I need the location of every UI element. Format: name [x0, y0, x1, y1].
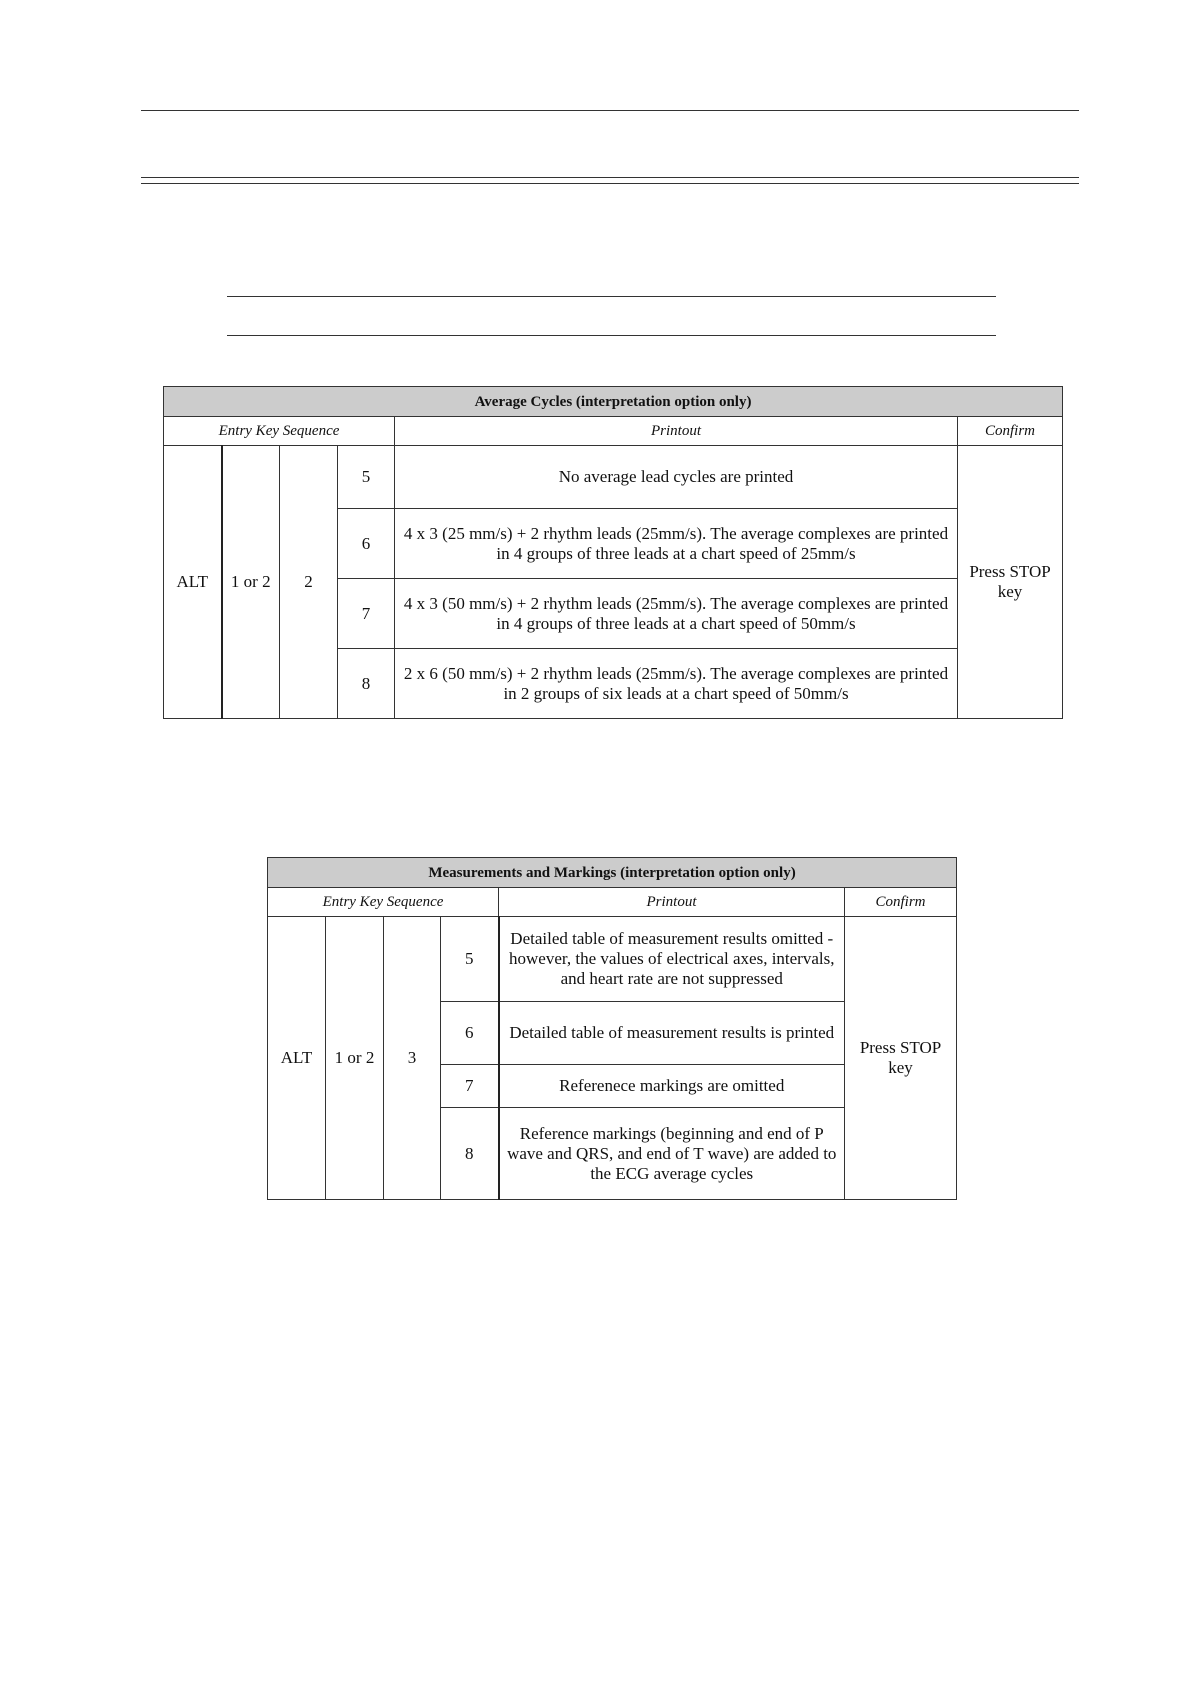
- printout-description: Detailed table of measurement results is printed: [499, 1002, 845, 1065]
- key-function-number: 2: [280, 446, 338, 719]
- printout-description: 4 x 3 (50 mm/s) + 2 rhythm leads (25mm/s). The average complexes are printed in 4 groups of three leads at a chart speed of 50mm/s: [395, 579, 958, 649]
- key-option-number: 7: [338, 579, 395, 649]
- header-rule-top: [141, 110, 1079, 111]
- key-1-or-2: 1 or 2: [326, 917, 384, 1200]
- printout-description: No average lead cycles are printed: [395, 446, 958, 509]
- table-row: [268, 917, 957, 1002]
- header-confirm: Confirm: [845, 888, 957, 917]
- section-rule-lower: [227, 335, 996, 336]
- measurements-markings-table: [267, 857, 957, 1200]
- key-function-number: 3: [384, 917, 441, 1200]
- key-option-number: 6: [441, 1002, 499, 1065]
- key-option-number: 8: [338, 649, 395, 719]
- key-option-number: 5: [338, 446, 395, 509]
- key-option-number: 7: [441, 1065, 499, 1108]
- header-entry-key-sequence: Entry Key Sequence: [268, 888, 499, 917]
- table-title: Average Cycles (interpretation option only): [164, 387, 1063, 417]
- printout-description: 2 x 6 (50 mm/s) + 2 rhythm leads (25mm/s). The average complexes are printed in 2 groups of six leads at a chart speed of 50mm/s: [395, 649, 958, 719]
- key-option-number: 8: [441, 1108, 499, 1200]
- confirm-instruction: Press STOP key: [845, 917, 957, 1200]
- key-alt: ALT: [164, 446, 222, 719]
- key-1-or-2: 1 or 2: [222, 446, 280, 719]
- header-rule-double-b: [141, 183, 1079, 184]
- header-entry-key-sequence: Entry Key Sequence: [164, 417, 395, 446]
- header-rule-double-a: [141, 177, 1079, 178]
- printout-description: Reference markings (beginning and end of P wave and QRS, and end of T wave) are added to the ECG average cycles: [499, 1108, 845, 1200]
- key-option-number: 6: [338, 509, 395, 579]
- printout-description: 4 x 3 (25 mm/s) + 2 rhythm leads (25mm/s). The average complexes are printed in 4 groups of three leads at a chart speed of 25mm/s: [395, 509, 958, 579]
- key-alt: ALT: [268, 917, 326, 1200]
- table-title: Measurements and Markings (interpretation option only): [268, 858, 957, 888]
- printout-description: Detailed table of measurement results omitted - however, the values of electrical axes, intervals, and heart rate are not suppressed: [499, 917, 845, 1002]
- confirm-instruction: Press STOP key: [958, 446, 1063, 719]
- header-printout: Printout: [395, 417, 958, 446]
- average-cycles-table: [163, 386, 1063, 719]
- printout-description: Referenece markings are omitted: [499, 1065, 845, 1108]
- header-confirm: Confirm: [958, 417, 1063, 446]
- table-row: [164, 446, 1063, 509]
- header-printout: Printout: [499, 888, 845, 917]
- key-option-number: 5: [441, 917, 499, 1002]
- section-rule-upper: [227, 296, 996, 297]
